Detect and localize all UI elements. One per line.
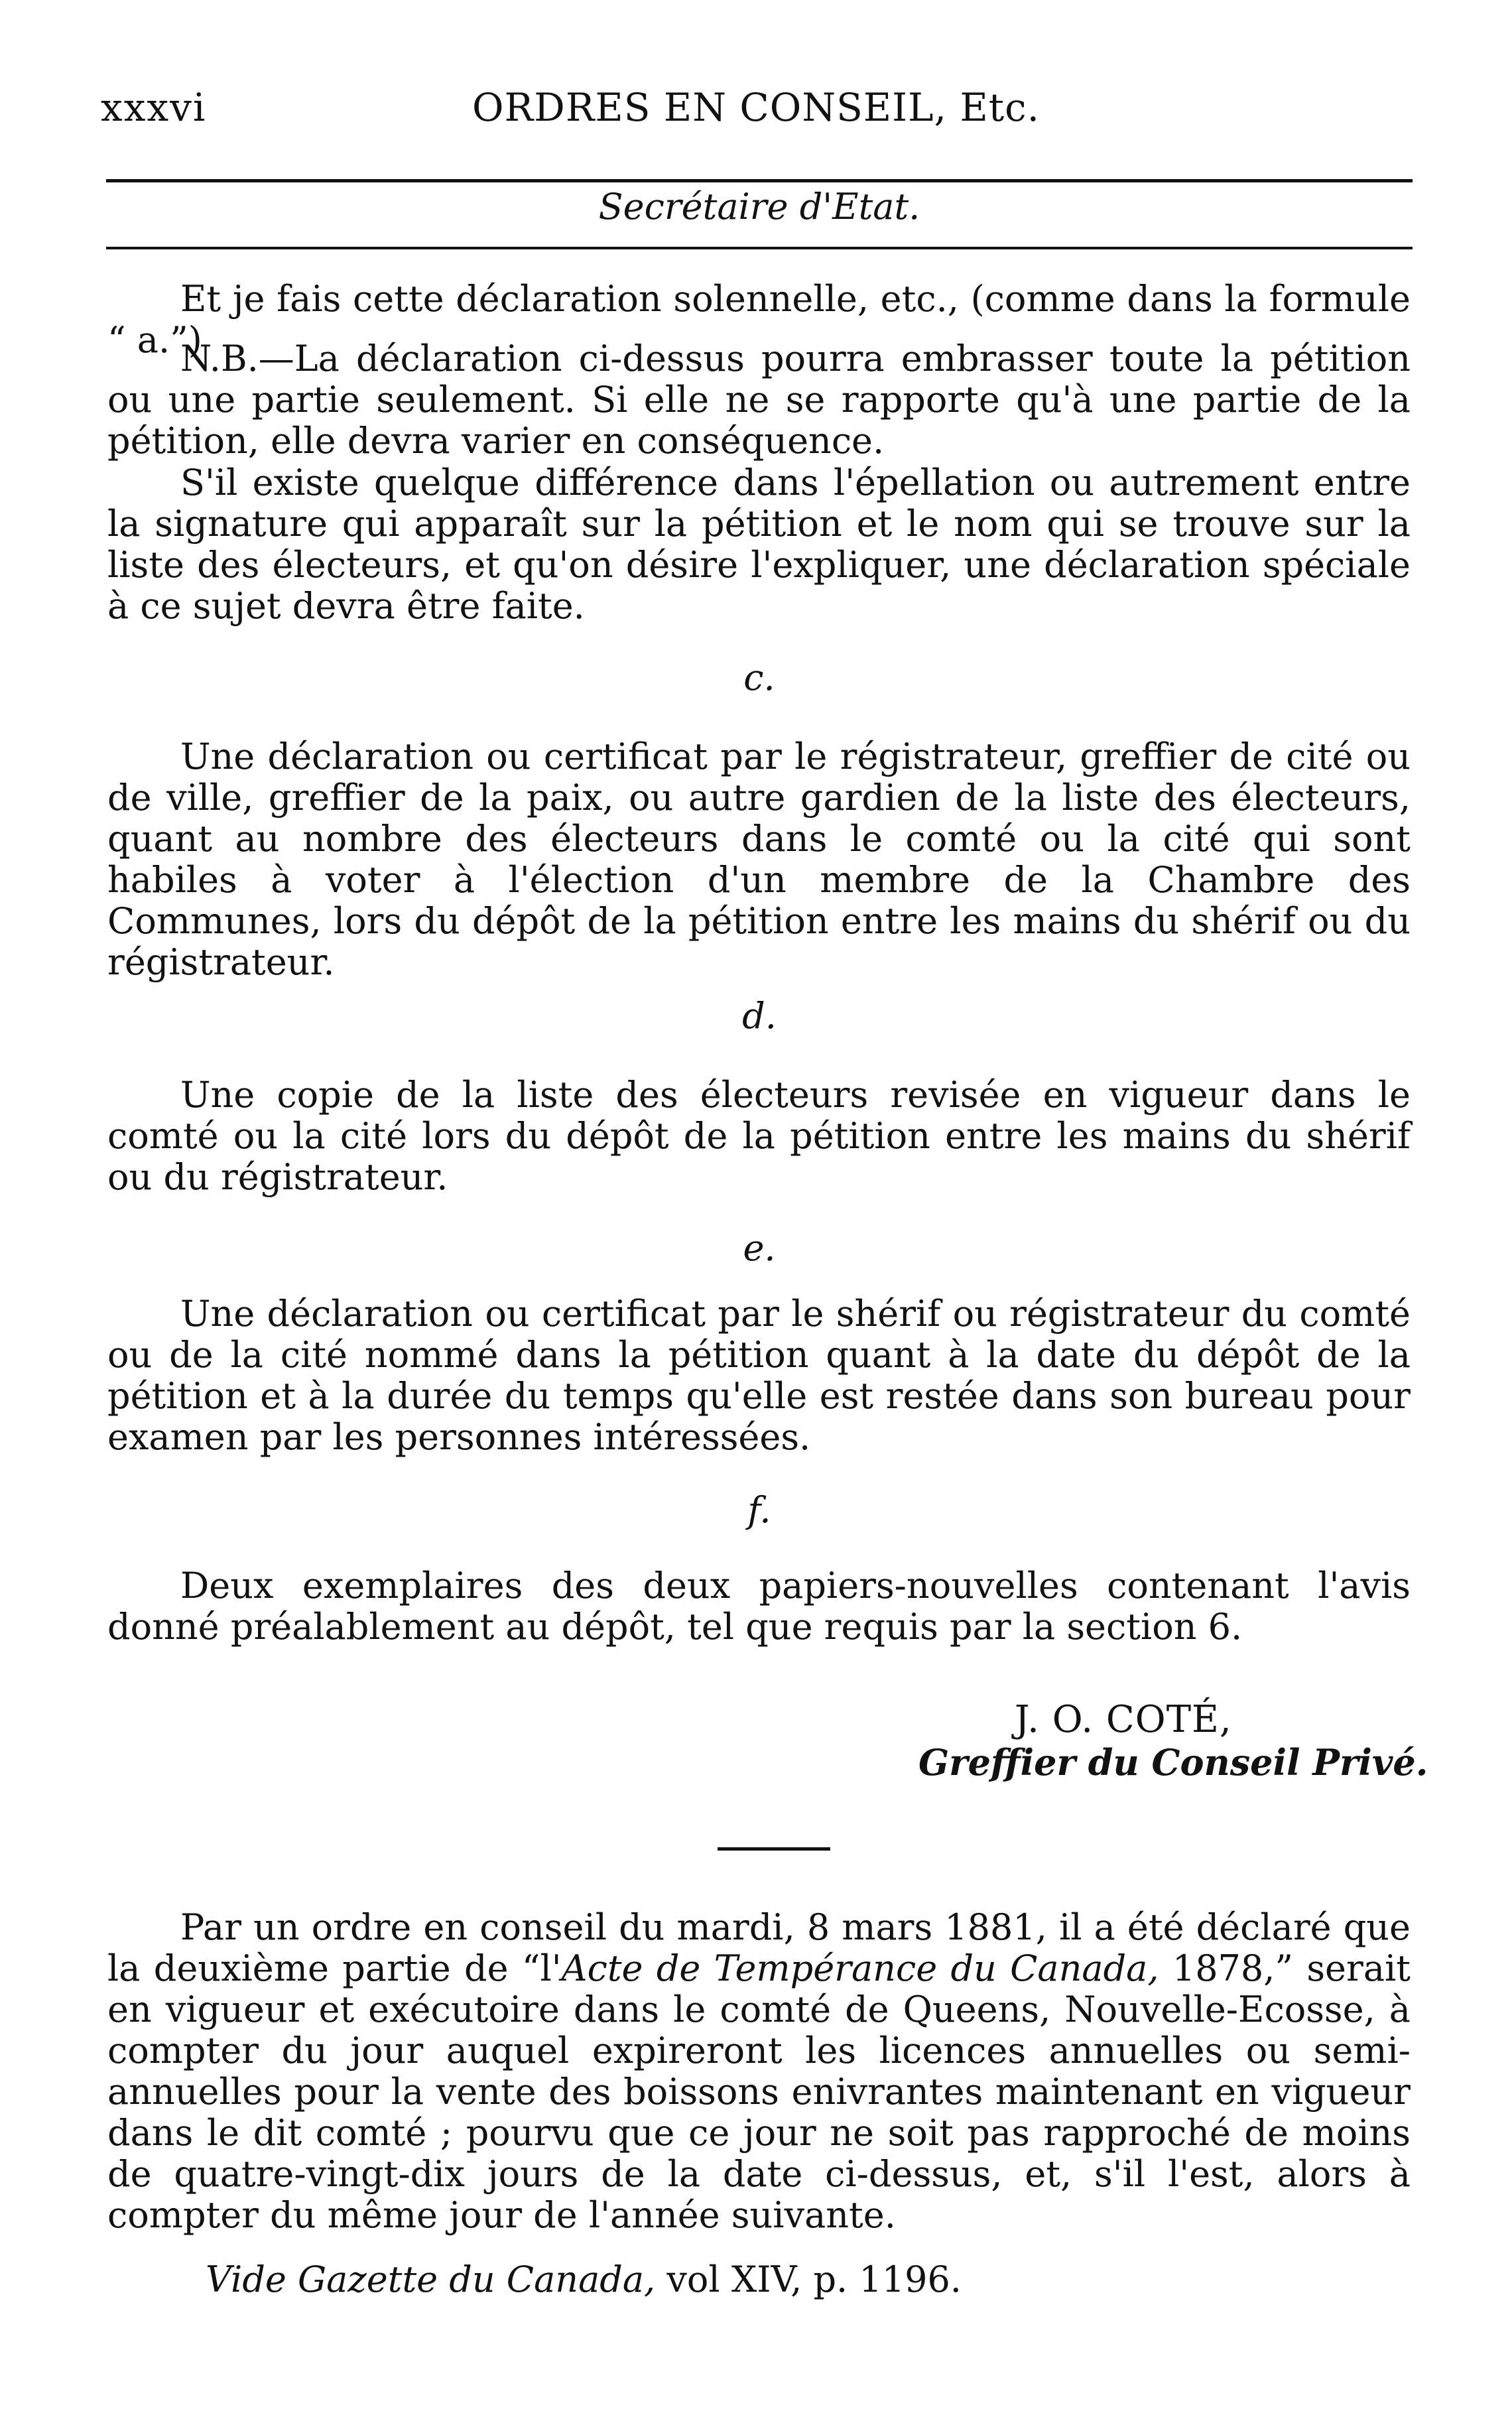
act-title: Acte de Tempérance du Canada, — [561, 1947, 1159, 1989]
gazette-reference — [206, 2259, 962, 2300]
gazette-title: Vide Gazette du Canada, — [206, 2259, 656, 2300]
order-text-end: 1878,” serait en vigueur et exécutoire dans le comté de Queens, Nouvelle-Ecosse, à compter du jour auquel expireront les licences annuelles ou semi-annuelles pour la vente des boissons enivrantes maintenant en vigueur dans le dit comté ; pourvu que ce jour ne soit pas rapproché de moins de quatre-vingt-dix jours de la date ci-dessus, et, s'il l'est, alors à compter du même jour de l'année suivante. — [107, 1947, 1411, 2236]
order-paragraph — [107, 1907, 1411, 2236]
signatory-name: J. O. COTÉ, — [1015, 1698, 1232, 1741]
order-text-start: Par un ordre en conseil du mardi, 8 mars 1881, il a été déclaré que la deuxième partie de “l' — [107, 1906, 1411, 1989]
signatory-title: Greffier du Conseil Privé. — [918, 1741, 1428, 1784]
page-number: xxxvi — [101, 85, 207, 130]
section-d-text: Une copie de la liste des électeurs revisée en vigueur dans le comté ou la cité lors du dépôt de la pétition entre les mains du shérif ou du régistrateur. — [107, 1074, 1411, 1198]
section-letter-e: e. — [743, 1227, 776, 1269]
secretary-line: Secrétaire d'Etat. — [598, 186, 920, 228]
spelling-paragraph: S'il existe quelque différence dans l'épellation ou autrement entre la signature qui apparaît sur la pétition et le nom qui se trouve sur la liste des électeurs, et qu'on désire l'expliquer, une déclaration spéciale à ce sujet devra être faite. — [107, 462, 1411, 627]
section-f-text: Deux exemplaires des deux papiers-nouvelles contenant l'avis donné préalablement au dépôt, tel que requis par la section 6. — [107, 1565, 1411, 1648]
declaration-paragraph: Et je fais cette déclaration solennelle, etc., (comme dans la formule “ a.”) — [107, 278, 1411, 361]
nota-bene-paragraph: N.B.—La déclaration ci-dessus pourra embrasser toute la pétition ou une partie seulement. Si elle ne se rapporte qu'à une partie de la pétition, elle devra varier en conséquence. — [107, 338, 1411, 462]
section-letter-c: c. — [743, 657, 775, 698]
section-e-text: Une déclaration ou certificat par le shérif ou régistrateur du comté ou de la cité nommé dans la pétition quant à la date du dépôt de la pétition et à la durée du temps qu'elle est restée dans son bureau pour examen par les personnes intéressées. — [107, 1293, 1411, 1458]
section-letter-f: f. — [747, 1489, 771, 1531]
section-c-text: Une déclaration ou certificat par le régistrateur, greffier de cité ou de ville, greffier de la paix, ou autre gardien de la liste des électeurs, quant au nombre des électeurs dans le comté ou la cité qui sont habiles à voter à l'élection d'un membre de la Chambre des Communes, lors du dépôt de la pétition entre les mains du shérif ou du régistrateur. — [107, 736, 1411, 983]
header-rule-top — [106, 179, 1413, 182]
running-title: ORDRES EN CONSEIL, Etc. — [472, 85, 1040, 130]
section-letter-d: d. — [742, 995, 777, 1037]
section-divider — [718, 1847, 830, 1851]
gazette-volume: vol XIV, p. 1196. — [655, 2259, 962, 2300]
header-rule-bottom — [106, 247, 1413, 249]
page-header — [93, 85, 1419, 138]
